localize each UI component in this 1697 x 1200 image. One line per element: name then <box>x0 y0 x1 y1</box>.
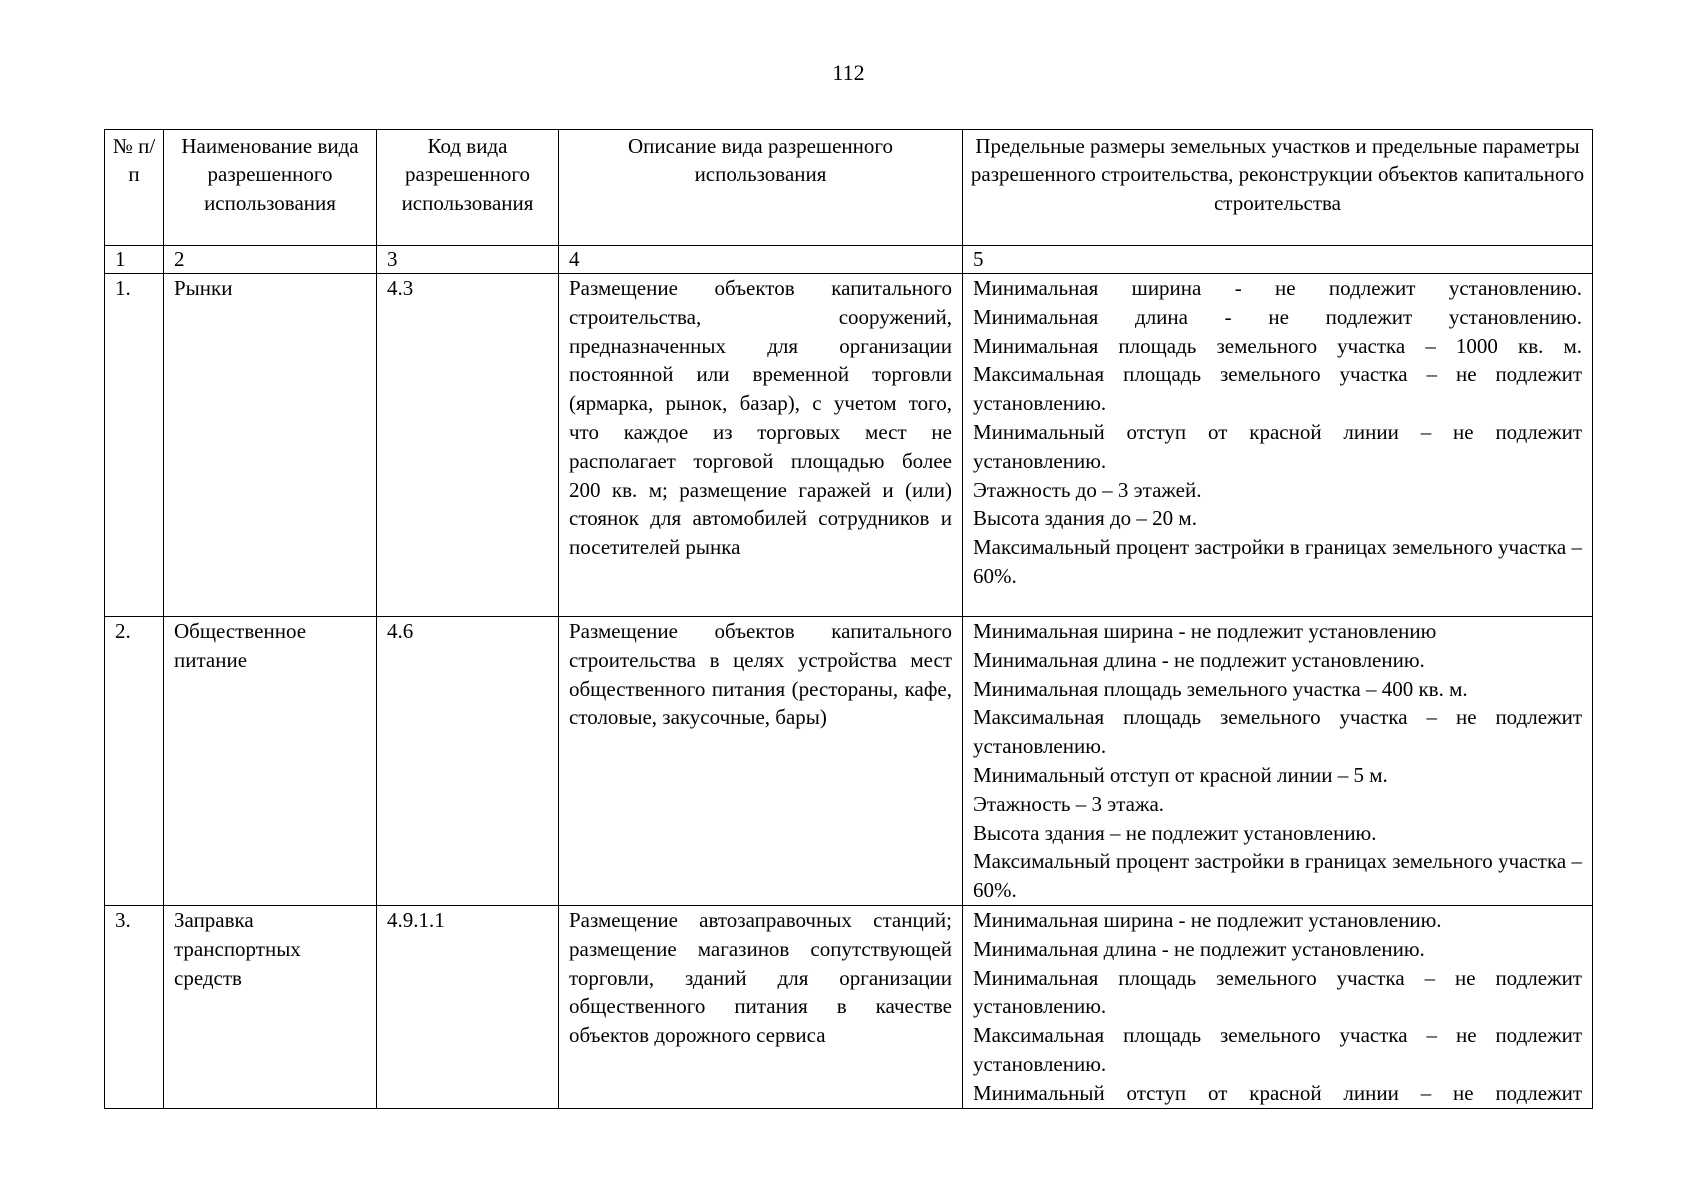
param-line: Минимальная площадь земельного участка – 1000 кв. м. <box>973 333 1582 358</box>
header-code: Код вида разрешенного использования <box>377 130 559 246</box>
param-line: Высота здания – не подлежит установлению. <box>973 820 1377 845</box>
param-line: Минимальная длина - не подлежит установлению. <box>973 304 1582 329</box>
param-line: Минимальная длина - не подлежит установлению. <box>973 647 1425 672</box>
page-number: 112 <box>832 60 865 85</box>
row-description: Размещение объектов капитального строительства в целях устройства мест общественного питания (рестораны, кафе, столовые, закусочные, бары) <box>559 617 963 906</box>
param-line: Минимальная площадь земельного участка – 400 кв. м. <box>973 676 1468 701</box>
row-description: Размещение автозаправочных станций; размещение магазинов сопутствующей торговли, зданий для организации общественного питания в качестве объектов дорожного сервиса <box>559 906 963 1109</box>
param-line: Этажность до – 3 этажей. <box>973 477 1202 502</box>
table-header-row <box>105 130 1593 246</box>
param-line: Максимальный процент застройки в границах земельного участка – 60%. <box>973 849 1582 903</box>
row-number: 1. <box>105 274 164 617</box>
row-name: Рынки <box>164 274 377 617</box>
param-line: Минимальная длина - не подлежит установлению. <box>973 936 1425 961</box>
param-line: Минимальная ширина - не подлежит установлению <box>973 619 1437 643</box>
param-line: Минимальный отступ от красной линии – не подлежит установлению. <box>973 419 1582 473</box>
column-number: 3 <box>377 246 559 274</box>
param-line: Минимальная ширина - не подлежит установлению. <box>973 908 1442 932</box>
row-params <box>963 617 1593 906</box>
row-description: Размещение объектов капитального строительства, сооружений, предназначенных для организации постоянной или временной торговли (ярмарка, рынок, базар), с учетом того, что каждое из торговых мест не располагает торговой площадью более 200 кв. м; размещение гаражей и (или) стоянок для автомобилей сотрудников и посетителей рынка <box>559 274 963 617</box>
column-number: 4 <box>559 246 963 274</box>
param-line: Высота здания до – 20 м. <box>973 506 1197 531</box>
param-line: Минимальная площадь земельного участка – не подлежит установлению. <box>973 965 1582 1019</box>
param-line: Минимальный отступ от красной линии – не подлежит <box>973 1080 1582 1105</box>
row-code: 4.6 <box>377 617 559 906</box>
column-number: 1 <box>105 246 164 274</box>
header-description: Описание вида разрешенного использования <box>559 130 963 246</box>
row-code: 4.9.1.1 <box>377 906 559 1109</box>
header-name: Наименование вида разрешенного использования <box>164 130 377 246</box>
header-number: № п/п <box>105 130 164 246</box>
row-number: 3. <box>105 906 164 1109</box>
param-line: Этажность – 3 этажа. <box>973 791 1165 816</box>
row-number: 2. <box>105 617 164 906</box>
param-line: Максимальная площадь земельного участка – не подлежит установлению. <box>973 1023 1582 1076</box>
row-params <box>963 906 1593 1109</box>
column-number: 5 <box>963 246 1593 274</box>
permitted-use-table <box>104 129 1593 1109</box>
param-line: Минимальная ширина - не подлежит установлению. <box>973 276 1582 300</box>
param-line: Максимальная площадь земельного участка – не подлежит установлению. <box>973 362 1582 416</box>
table-row <box>105 906 1593 1109</box>
header-params: Предельные размеры земельных участков и предельные параметры разрешенного строительства, реконструкции объектов капитального строительства <box>963 130 1593 246</box>
param-line: Максимальная площадь земельного участка – не подлежит установлению. <box>973 705 1582 759</box>
row-name: Заправка транспортных средств <box>164 906 377 1109</box>
column-number-row <box>105 246 1593 274</box>
row-name: Общественное питание <box>164 617 377 906</box>
param-line: Минимальный отступ от красной линии – 5 м. <box>973 762 1388 787</box>
row-params <box>963 274 1593 617</box>
row-code: 4.3 <box>377 274 559 617</box>
table-row <box>105 617 1593 906</box>
column-number: 2 <box>164 246 377 274</box>
table-row <box>105 274 1593 617</box>
param-line: Максимальный процент застройки в границах земельного участка – 60%. <box>973 535 1582 588</box>
